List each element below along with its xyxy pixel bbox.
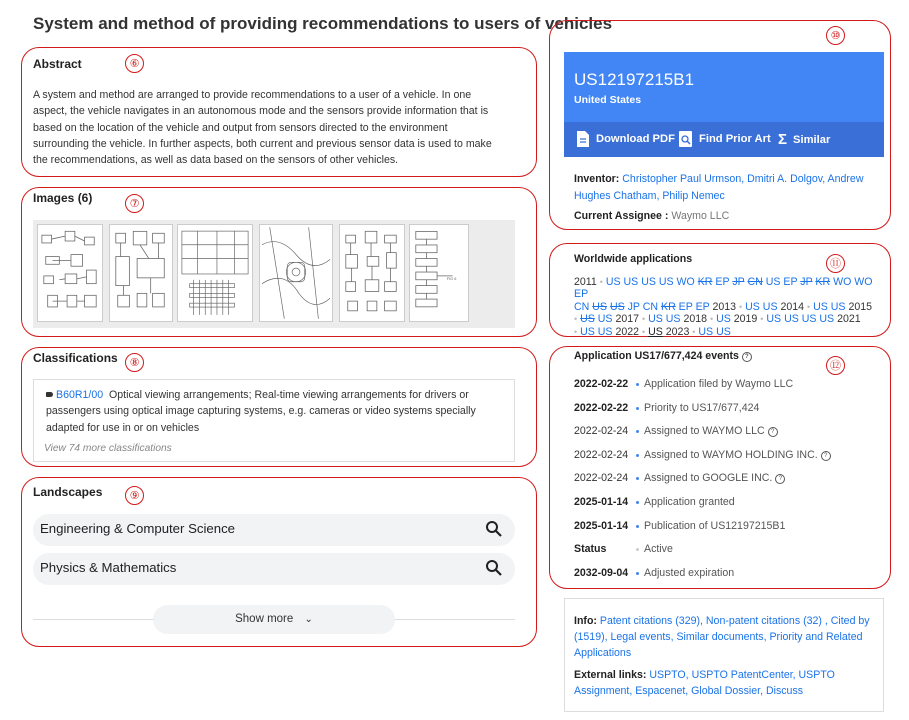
country-application-link[interactable]: WO [833, 276, 852, 288]
marker-6: ⑥ [125, 54, 144, 73]
separator-dot: • [641, 314, 646, 325]
inventor-links[interactable]: Hughes Chatham, Philip Nemec [574, 190, 725, 202]
landscapes-heading: Landscapes [33, 485, 103, 499]
country-application-link[interactable]: US [609, 300, 625, 313]
svg-text:FIG 6: FIG 6 [446, 276, 457, 281]
events-heading: Application US17/677,424 events ? [574, 350, 752, 362]
country-application-link[interactable]: EP [783, 276, 798, 288]
event-date: 2032-09-04 [574, 566, 629, 579]
landscape-label: Physics & Mathematics [40, 560, 177, 575]
sigma-icon: Σ [778, 131, 788, 148]
help-icon[interactable]: ? [775, 474, 785, 484]
marker-8: ⑧ [125, 353, 144, 372]
country-application-link[interactable]: WO [676, 276, 695, 288]
classification-card [33, 379, 515, 462]
worldwide-line [574, 301, 879, 313]
year-label: 2011 [574, 276, 597, 288]
landscape-item-engineering[interactable] [33, 514, 515, 546]
patent-figure-thumbnail[interactable] [339, 224, 405, 322]
abstract-heading: Abstract [33, 57, 82, 71]
separator-dot: • [760, 314, 764, 325]
worldwide-heading: Worldwide applications [574, 253, 693, 265]
country-application-link[interactable]: KR [697, 276, 713, 288]
country-application-link[interactable]: US [623, 276, 639, 288]
patent-figure-thumbnail[interactable] [109, 224, 173, 322]
page-title: System and method of providing recommendations to users of vehicles [33, 14, 613, 33]
help-icon[interactable]: ? [821, 451, 831, 461]
country-application-link[interactable]: US [597, 313, 613, 326]
year-label: 2019 [733, 313, 758, 326]
similar-button[interactable]: Σ Similar [778, 131, 831, 148]
year-label: 2015 [848, 300, 873, 313]
download-pdf-button[interactable]: Download PDF [576, 131, 675, 147]
year-label: 2018 [683, 313, 708, 326]
country-application-link[interactable]: US [819, 313, 835, 326]
marker-7: ⑦ [125, 194, 144, 213]
country: United States [574, 94, 642, 106]
country-application-link[interactable]: US [665, 313, 681, 326]
country-application-link[interactable]: EP [574, 288, 589, 301]
event-date: 2022-02-22 [574, 401, 629, 414]
landscape-item-physics[interactable] [33, 553, 515, 585]
pdf-icon [576, 131, 590, 147]
show-more-button[interactable]: Show more ⌄ [153, 605, 395, 634]
info-link[interactable]: Patent citations (329), Non-patent citations (32) , Cited by [599, 615, 870, 627]
info-links: Info: Patent citations (329), Non-patent citations (32) , Cited by (1519), Legal events, Similar documents, Priority and Related Applications [574, 613, 874, 661]
country-application-link[interactable]: US [658, 276, 674, 288]
event-label: Assigned to GOOGLE INC. ? [644, 472, 785, 484]
bullet-icon [636, 383, 639, 386]
event-date: 2025-01-14 [574, 519, 629, 532]
year-label: 2022 [615, 325, 640, 338]
patent-figure-thumbnail[interactable] [177, 224, 253, 322]
country-application-link[interactable]: US [762, 300, 778, 313]
separator-dot: • [807, 301, 811, 312]
country-application-link[interactable]: US [641, 276, 656, 288]
separator-dot: • [574, 314, 578, 325]
year-label: 2013 [712, 300, 737, 313]
marker-9: ⑨ [125, 486, 144, 505]
search-icon[interactable] [485, 559, 503, 577]
event-date: 2022-02-24 [574, 425, 629, 438]
country-application-link[interactable]: CN [642, 300, 659, 313]
event-date: 2022-02-22 [574, 378, 629, 390]
event-date: 2022-02-24 [574, 472, 629, 485]
separator-dot: • [641, 326, 646, 337]
bullet-icon [636, 501, 639, 504]
event-label: Application granted [644, 496, 735, 508]
external-links: External links: USPTO, USPTO PatentCenter, USPTO Assignment, Espacenet, Global Dossier, Discuss [574, 667, 874, 699]
separator-dot: • [692, 326, 696, 337]
event-date: 2025-01-14 [574, 496, 629, 508]
external-link[interactable]: USPTO, USPTO PatentCenter, USPTO [649, 669, 835, 681]
country-application-link[interactable]: US [698, 325, 714, 338]
marker-10: ⑩ [826, 26, 845, 45]
chevron-down-icon: ⌄ [304, 614, 313, 625]
country-application-link[interactable]: JP [627, 300, 640, 313]
year-label: 2021 [837, 313, 861, 326]
year-label: 2023 [665, 325, 690, 338]
country-application-link[interactable]: US [648, 325, 663, 338]
event-label: Active [644, 543, 673, 556]
external-link[interactable]: Assignment, Espacenet, Global Dossier, Discuss [574, 685, 804, 697]
bullet-icon [636, 572, 639, 575]
marker-12: ⑫ [826, 356, 845, 375]
country-application-link[interactable]: US [592, 300, 607, 313]
landscape-label: Engineering & Computer Science [40, 521, 235, 536]
country-application-link[interactable]: US [765, 276, 781, 288]
event-label: Priority to US17/677,424 [644, 401, 760, 414]
country-application-link[interactable]: US [801, 313, 817, 326]
worldwide-line [574, 326, 879, 338]
bullet-icon [636, 525, 639, 528]
bullet-icon [636, 454, 639, 457]
info-link[interactable]: (1519), Legal events, Similar documents, Priority and Related [574, 631, 863, 643]
country-application-link[interactable]: EP [695, 300, 710, 313]
event-label: Assigned to WAYMO HOLDING INC. ? [644, 449, 831, 461]
country-application-link[interactable]: CN [747, 276, 763, 288]
country-application-link[interactable]: JP [800, 276, 813, 288]
bullet-icon [636, 407, 639, 410]
event-label: Application filed by Waymo LLC [644, 378, 794, 390]
event-label: Adjusted expiration [644, 566, 735, 579]
separator-dot: • [574, 326, 578, 337]
country-application-link[interactable]: KR [815, 276, 831, 288]
country-application-link[interactable]: CN [574, 300, 590, 313]
event-label: Publication of US12197215B1 [644, 519, 786, 532]
worldwide-line [574, 276, 879, 301]
country-application-link[interactable]: US [580, 325, 595, 338]
event-date: Status [574, 543, 607, 556]
event-label: Assigned to WAYMO LLC ? [644, 425, 778, 437]
worldwide-line [574, 313, 879, 325]
marker-11: ⑪ [826, 254, 845, 273]
prior-art-search-icon [679, 131, 693, 147]
country-application-link[interactable]: US [605, 276, 621, 288]
country-application-link[interactable]: US [784, 313, 799, 326]
view-more-classifications-link[interactable]: View 74 more classifications [44, 443, 172, 454]
year-label: 2014 [780, 300, 805, 313]
assignee-name: Waymo LLC [671, 210, 730, 222]
classification-code-link[interactable]: B60R1/00 [56, 389, 104, 401]
images-carousel[interactable] [33, 220, 515, 328]
search-icon[interactable] [485, 520, 503, 538]
country-application-link[interactable]: KR [661, 300, 676, 313]
classifications-heading: Classifications [33, 351, 118, 365]
separator-dot: • [599, 277, 603, 287]
country-application-link[interactable]: US [716, 325, 731, 338]
country-application-link[interactable]: WO [854, 276, 873, 288]
country-application-link[interactable]: JP [732, 276, 745, 288]
event-date: 2022-02-24 [574, 448, 629, 461]
inventor-links[interactable]: Christopher Paul Urmson, Dmitri A. Dolgov, Andrew [622, 173, 864, 185]
patent-figure-thumbnail[interactable] [37, 224, 103, 322]
country-application-link[interactable]: US [597, 325, 613, 338]
worldwide-applications-list [574, 276, 879, 338]
separator-dot: • [739, 301, 743, 312]
images-heading: Images (6) [33, 191, 93, 205]
country-application-link[interactable]: US [766, 313, 782, 326]
country-application-link[interactable]: US [745, 300, 760, 313]
tag-icon [46, 392, 53, 397]
patent-figure-thumbnail[interactable] [409, 224, 469, 322]
year-label: 2017 [615, 313, 640, 326]
find-prior-art-button[interactable]: Find Prior Art [679, 131, 771, 147]
country-application-link[interactable]: US [580, 313, 595, 326]
country-application-link[interactable]: EP [715, 276, 730, 288]
country-application-link[interactable]: US [716, 313, 731, 326]
country-application-link[interactable]: US [813, 300, 828, 313]
separator-dot: • [709, 314, 714, 325]
country-application-link[interactable]: US [830, 300, 846, 313]
publication-number: US12197215B1 [574, 70, 695, 89]
country-application-link[interactable]: EP [678, 300, 693, 313]
patent-figure-thumbnail[interactable] [259, 224, 333, 322]
classification-entry: B60R1/00 Optical viewing arrangements; Real-time viewing arrangements for drivers or passengers using optical image capturing systems, e.g. cameras or video systems specially adapted for use in or on vehicles [46, 389, 476, 434]
abstract-text: A system and method are arranged to provide recommendations to a user of a vehicle. In one aspect, the vehicle navigates in an autonomous mode and the sensors provide information that is based on the location of the vehicle and output from sensors directed to the environment surrounding the vehicle. In further aspects, both current and previous sensor data is used to make the recommendations, as well as data based on the sensors of other vehicles. [33, 89, 492, 167]
help-icon[interactable]: ? [742, 352, 752, 362]
country-application-link[interactable]: US [648, 313, 663, 326]
assignee-section: Current Assignee : Waymo LLC [574, 210, 730, 222]
inventor-section: Inventor: Christopher Paul Urmson, Dmitri A. Dolgov, Andrew Hughes Chatham, Philip Nemec [574, 171, 874, 205]
info-link[interactable]: Applications [574, 647, 632, 659]
help-icon[interactable]: ? [768, 427, 778, 437]
